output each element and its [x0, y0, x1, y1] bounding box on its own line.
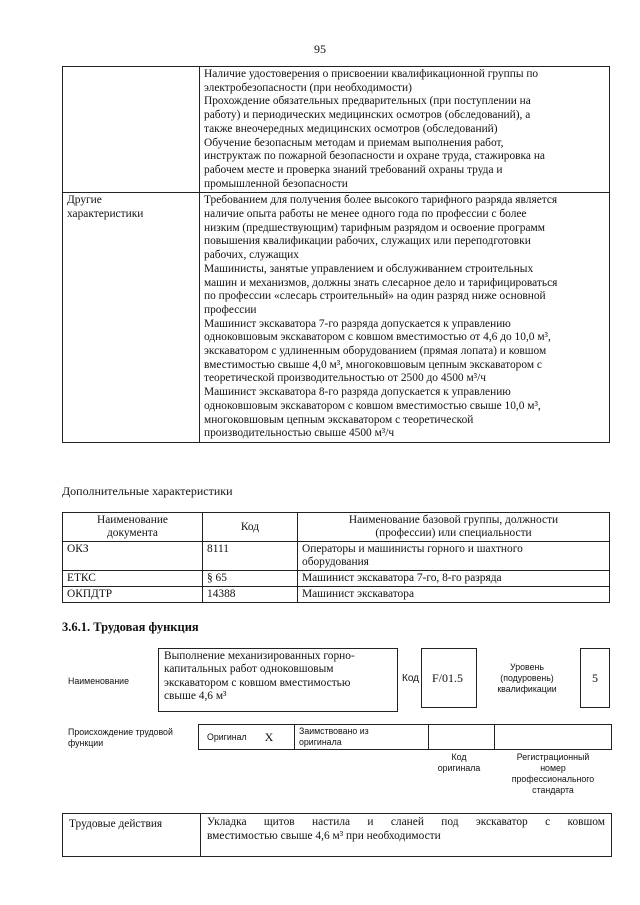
code-cell: 8111 [203, 542, 298, 571]
reg-number-label [496, 752, 610, 796]
header-text: Наименование [97, 514, 168, 526]
origin-code-line: Код [451, 752, 467, 762]
level-label [488, 662, 566, 695]
label-line: характеристики [67, 208, 144, 221]
function-name-label: Наименование [68, 676, 129, 686]
text-line: теоретической производительностью от 2500 до 4500 м³/ч [204, 372, 486, 385]
origin-label-line: функции [68, 738, 104, 748]
code-cell: § 65 [203, 571, 298, 587]
original-cell [199, 725, 295, 749]
cell-text: оборудования [302, 556, 369, 568]
text-line: одноковшовым экскаватором с ковшом вместимостью от 4,6 до 10,0 м³, [204, 331, 551, 344]
page-number: 95 [314, 42, 326, 56]
level-label-line: (подуровень) [500, 673, 554, 683]
function-name-line: Выполнение механизированных горно- [164, 650, 355, 662]
borrowed-cell [295, 725, 429, 749]
row-label [63, 67, 200, 193]
text-line: инструктаж по пожарной безопасности и охране труда, стажировка на [204, 150, 545, 163]
cell-text: Операторы и машинисты горного и шахтного [302, 543, 523, 555]
labor-actions-row [62, 813, 612, 857]
function-name-box [158, 648, 398, 712]
level-label-line: Уровень [510, 662, 544, 672]
origin-label [68, 727, 198, 749]
table-row [63, 67, 610, 193]
level-label-line: квалификации [497, 684, 557, 694]
reg-line: стандарта [532, 785, 574, 795]
text-line: Прохождение обязательных предварительных (при поступлении на [204, 95, 531, 108]
other-characteristics-cell [200, 193, 610, 443]
header-text: (профессии) или специальности [375, 527, 532, 539]
label-line: Другие [67, 194, 102, 207]
reg-number-cell [495, 725, 611, 749]
origin-row [198, 724, 612, 750]
original-mark: X [264, 729, 274, 744]
additional-title: Дополнительные характеристики [62, 484, 233, 498]
text-line: машин и механизмов, должны знать слесарное дело и тарифицироваться [204, 276, 558, 289]
code-cell: 14388 [203, 587, 298, 603]
function-name-line: свыше 4,6 м³ [164, 689, 227, 702]
text-line: профессии [204, 303, 257, 316]
characteristics-table [62, 66, 610, 443]
table-header-row [63, 513, 610, 542]
text-line: экскаватором с удлиненным оборудованием (прямая лопата) и ковшом [204, 345, 547, 358]
header-doc [63, 513, 203, 542]
labor-actions-label: Трудовые действия [63, 814, 201, 856]
borrowed-label: оригинала [299, 737, 342, 747]
text-line: производительностью свыше 4500 м³/ч [204, 427, 395, 440]
labor-actions-text [201, 814, 611, 856]
table-row [63, 193, 610, 443]
borrowed-label: Заимствовано из [299, 726, 369, 736]
text-line: повышения квалификации рабочих, служащих или переподготовки [204, 235, 531, 248]
text-line: многоковшовым цепным экскаватором с теоретической [204, 413, 474, 426]
row-label-other [63, 193, 200, 443]
function-name-line: экскаватором с ковшом вместимостью [164, 676, 351, 689]
table-row [63, 587, 610, 603]
requirements-cell [200, 67, 610, 193]
level-value-box: 5 [580, 648, 610, 708]
header-text: документа [107, 527, 158, 539]
name-cell [298, 542, 610, 571]
text-line: промышленной безопасности [204, 177, 348, 190]
name-cell: Машинист экскаватора [298, 587, 610, 603]
table-row [63, 542, 610, 571]
text-line: Машинист экскаватора 8-го разряда допускается к управлению [204, 386, 511, 399]
doc-cell: ЕТКС [63, 571, 203, 587]
doc-cell: ОКЗ [63, 542, 203, 571]
text-line: Требованием для получения более высокого тарифного разряда является [204, 194, 558, 207]
text-line: Обучение безопасным методам и приемам выполнения работ, [204, 136, 504, 149]
table-row [63, 571, 610, 587]
actions-line: Укладка щитов настила и сланей под экскаватор с ковшом [207, 816, 605, 828]
doc-cell: ОКПДТР [63, 587, 203, 603]
text-line: низким (предшествующим) тарифным разрядом и освоение программ [204, 221, 545, 234]
reg-line: номер [540, 763, 566, 773]
header-text: Наименование базовой группы, должности [348, 514, 559, 526]
origin-code-line: оригинала [437, 763, 481, 773]
additional-table [62, 512, 610, 603]
text-line: одноковшовым экскаватором с ковшом вместимостью свыше 10,0 м³, [204, 399, 541, 412]
text-line: по профессии «слесарь строительный» на один разряд ниже основной [204, 290, 546, 303]
text-line: вместимостью свыше 4,0 м³, многоковшовым цепным экскаватором с [204, 358, 542, 371]
origin-label-line: Происхождение трудовой [68, 727, 173, 737]
code-label: Код [402, 673, 420, 684]
header-code: Код [203, 513, 298, 542]
text-line: Наличие удостоверения о присвоении квалификационной группы по [204, 68, 539, 80]
origin-code-label [430, 752, 488, 774]
code-value-box: F/01.5 [421, 648, 477, 708]
section-heading: 3.6.1. Трудовая функция [62, 620, 199, 634]
actions-line: вместимостью свыше 4,6 м³ при необходимости [207, 830, 441, 842]
text-line: рабочем месте и проверка знаний требований охраны труда и [204, 163, 503, 176]
original-label: Оригинал [207, 731, 247, 742]
name-cell: Машинист экскаватора 7-го, 8-го разряда [298, 571, 610, 587]
origin-code-cell [429, 725, 495, 749]
text-line: наличие опыта работы не менее одного года по профессии с более [204, 208, 527, 221]
reg-line: Регистрационный [516, 752, 590, 762]
text-line: Машинисты, занятые управлением и обслуживанием строительных [204, 262, 534, 275]
text-line: рабочих, служащих [204, 249, 299, 262]
text-line: электробезопасности (при необходимости) [204, 81, 412, 94]
text-line: работу) и периодических медицинских осмотров (обследований), а [204, 109, 531, 122]
reg-line: профессионального [511, 774, 595, 784]
text-line: Машинист экскаватора 7-го разряда допускается к управлению [204, 317, 511, 330]
header-base [298, 513, 610, 542]
function-name-line: капитальных работ одноковшовым [164, 663, 334, 676]
text-line: также внеочередных медицинских осмотров (обследований) [204, 122, 498, 135]
